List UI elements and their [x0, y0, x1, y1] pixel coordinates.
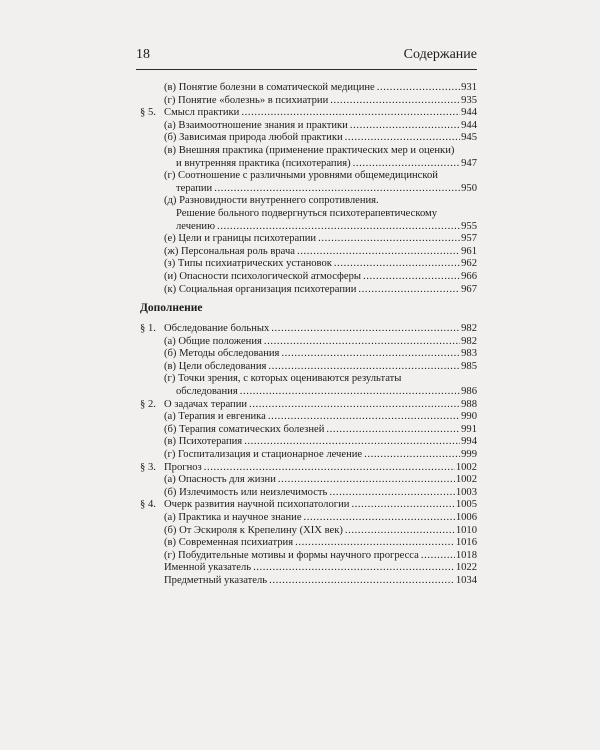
toc-entry-title: Предметный указатель: [164, 574, 268, 586]
dot-leader: [264, 336, 460, 349]
toc-page-number: 982: [461, 323, 477, 334]
toc-entry: [136, 158, 477, 171]
toc-entry-title: (в) Психотерапия: [164, 436, 243, 448]
toc-entry-line: [176, 158, 477, 171]
toc-appendix: [136, 323, 477, 562]
toc-entry-title: (б) Зависимая природа любой практики: [164, 132, 343, 144]
toc-entry-title: (в) Цели обследования: [164, 360, 267, 372]
toc-page-number: 957: [461, 233, 477, 245]
section-number: § 5.: [140, 107, 156, 119]
toc-entry: [136, 512, 477, 525]
toc-entry: [136, 183, 477, 196]
dot-leader: [295, 537, 455, 550]
toc-entry: [136, 424, 477, 437]
toc-entry-title: (б) Излечимость или неизлечимость: [164, 486, 328, 498]
dot-leader: [330, 95, 460, 108]
toc-entry: [136, 399, 477, 412]
toc-entry-line: [164, 145, 477, 158]
dot-leader: [217, 221, 460, 234]
toc-entry-line: [164, 82, 477, 95]
appendix-heading: Дополнение: [140, 302, 203, 314]
dot-leader: [269, 575, 455, 588]
page-number: 18: [136, 47, 150, 62]
dot-leader: [244, 436, 460, 449]
toc-entry-line: [164, 323, 477, 336]
toc-page-number: 990: [461, 411, 477, 423]
toc-entry-line: [164, 348, 477, 361]
toc-page-number: 962: [461, 258, 477, 270]
toc-entry: [136, 195, 477, 208]
toc-entry-line: [164, 361, 477, 374]
dot-leader: [351, 499, 454, 512]
dot-leader: [240, 386, 460, 399]
toc-entry-line: [164, 399, 477, 412]
toc-entry-title: Именной указатель: [164, 562, 252, 573]
toc-entry-line: [164, 120, 477, 133]
dot-leader: [377, 82, 460, 95]
section-number: § 4.: [140, 499, 156, 511]
dot-leader: [345, 132, 460, 145]
toc-entry: [136, 361, 477, 374]
toc-entry: [136, 436, 477, 449]
toc-entry-line: [176, 221, 477, 234]
toc-page-number: 999: [461, 448, 477, 460]
toc-entry-line: [164, 474, 477, 487]
toc-entry-title: и внутренняя практика (психотерапия): [176, 157, 351, 169]
dot-leader: [318, 233, 460, 246]
dot-leader: [304, 512, 455, 525]
toc-entry-title: Обследование больных: [164, 323, 270, 334]
toc-entry-line: [164, 336, 477, 349]
dot-leader: [421, 550, 455, 563]
dot-leader: [214, 183, 460, 196]
toc-entry-line: [164, 449, 477, 462]
toc-entry-title: (а) Практика и научное знание: [164, 511, 302, 523]
toc-entry: [136, 449, 477, 462]
toc-entry-line: [164, 271, 477, 284]
toc-page-number: 1018: [455, 549, 477, 561]
toc-entry-title: Смысл практики: [164, 107, 240, 119]
section-number: § 3.: [140, 461, 156, 473]
toc-page-number: 945: [461, 132, 477, 144]
toc-page-number: 1022: [455, 562, 477, 573]
toc-entry: [136, 95, 477, 108]
toc-entry-title: (г) Госпитализация и стационарное лечение: [164, 448, 363, 460]
toc-entry-line: [164, 107, 477, 120]
toc-entry-line: [164, 525, 477, 538]
toc-entry: [136, 271, 477, 284]
toc-entry: [136, 462, 477, 475]
toc-entry: [136, 474, 477, 487]
dot-leader: [358, 284, 460, 297]
toc-entry-line: [164, 575, 477, 588]
dot-leader: [268, 361, 460, 374]
toc-page-number: 1002: [455, 474, 477, 486]
toc-page-number: 1002: [455, 461, 477, 473]
toc-page-number: 966: [461, 270, 477, 282]
toc-indexes: [136, 562, 477, 587]
dot-leader: [353, 158, 460, 171]
toc-page-number: 1010: [455, 524, 477, 536]
running-title: Содержание: [403, 47, 477, 62]
toc-page-number: 947: [461, 157, 477, 169]
toc-entry-line: [164, 95, 477, 108]
toc-entry-title: лечению: [176, 220, 216, 232]
toc-entry-title: (д) Разновидности внутреннего сопротивления.: [164, 195, 379, 207]
section-number: § 1.: [140, 323, 156, 334]
dot-leader: [204, 462, 455, 475]
toc-entry-line: [164, 195, 477, 208]
toc-entry: [136, 82, 477, 95]
dot-leader: [364, 449, 460, 462]
dot-leader: [329, 487, 454, 500]
toc-entry-line: [164, 411, 477, 424]
dot-leader: [253, 562, 455, 575]
dot-leader: [278, 474, 455, 487]
toc-entry: [136, 221, 477, 234]
toc-entry-line: [176, 386, 477, 399]
toc-entry-title: (б) От Эскироля к Крепелину (XIX век): [164, 524, 343, 536]
toc-entry-line: [164, 233, 477, 246]
toc-page-number: 931: [461, 82, 477, 93]
toc-page-number: 967: [461, 283, 477, 295]
page-header: [136, 47, 477, 70]
toc-entry-title: обследования: [176, 385, 238, 397]
toc-entry: [136, 246, 477, 259]
toc-entry-title: Прогноз: [164, 461, 202, 473]
toc-page-number: 994: [461, 436, 477, 448]
toc-entry: [136, 348, 477, 361]
dot-leader: [345, 525, 455, 538]
toc-entry-title: (б) Методы обследования: [164, 348, 280, 360]
toc-page-number: 1003: [455, 486, 477, 498]
toc-entry: [136, 323, 477, 336]
toc-page-number: 950: [461, 182, 477, 194]
toc-entry-title: О задачах терапии: [164, 398, 248, 410]
toc-entry-title: (и) Опасности психологической атмосферы: [164, 270, 362, 282]
toc-entry: [136, 411, 477, 424]
toc-entry: [136, 258, 477, 271]
toc-entry-line: [176, 208, 477, 221]
toc-part-1: [136, 82, 477, 296]
toc-entry: [136, 525, 477, 538]
toc-entry: [136, 208, 477, 221]
dot-leader: [281, 348, 460, 361]
toc-entry-title: (з) Типы психиатрических установок: [164, 258, 332, 270]
toc-entry: [136, 499, 477, 512]
toc-entry-line: [164, 562, 477, 575]
section-number: § 2.: [140, 398, 156, 410]
toc-entry-title: (г) Соотношение с различными уровнями общемедицинской: [164, 170, 438, 182]
toc-page-number: 1006: [455, 511, 477, 523]
toc-page-number: 1016: [455, 537, 477, 549]
toc-entry-title: (г) Побудительные мотивы и формы научного прогресса: [164, 549, 419, 561]
toc-entry-title: (г) Точки зрения, с которых оцениваются результаты: [164, 373, 402, 385]
toc-entry-title: (а) Взаимоотношение знания и практики: [164, 119, 348, 131]
toc-page-number: 983: [461, 348, 477, 360]
toc-page-number: 991: [461, 423, 477, 435]
toc-entry-title: (ж) Персональная роль врача: [164, 245, 295, 257]
toc-entry-line: [164, 258, 477, 271]
toc-entry-line: [164, 424, 477, 437]
toc-entry: [136, 487, 477, 500]
toc-entry-title: (а) Терапия и евгеника: [164, 411, 266, 423]
toc-entry: [136, 575, 477, 588]
toc-page-number: 944: [461, 107, 477, 119]
toc-entry: [136, 170, 477, 183]
toc-entry: [136, 386, 477, 399]
toc-entry-line: [164, 246, 477, 259]
toc-entry-line: [176, 183, 477, 196]
toc-page-number: 988: [461, 398, 477, 410]
toc-page-number: 955: [461, 220, 477, 232]
toc-entry: [136, 120, 477, 133]
toc-entry-title: Решение больного подвергнуться психотерапевтическому: [176, 207, 438, 219]
toc-entry-title: (а) Опасность для жизни: [164, 474, 276, 486]
toc-entry-title: (е) Цели и границы психотерапии: [164, 233, 317, 245]
dot-leader: [334, 258, 460, 271]
toc-entry-title: (а) Общие положения: [164, 335, 262, 347]
toc-entry-line: [164, 132, 477, 145]
toc-entry-title: терапии: [176, 182, 213, 194]
dot-leader: [271, 323, 460, 336]
toc-page-number: 944: [461, 119, 477, 131]
toc-page-number: 1034: [455, 574, 477, 586]
toc-entry-line: [164, 512, 477, 525]
toc-entry-title: (б) Терапия соматических болезней: [164, 423, 325, 435]
toc-entry: [136, 233, 477, 246]
toc-entry: [136, 562, 477, 575]
toc-entry: [136, 336, 477, 349]
toc-entry-line: [164, 550, 477, 563]
toc-entry-title: (в) Понятие болезни в соматической медицине: [164, 82, 375, 93]
toc-entry-title: Очерк развития научной психопатологии: [164, 499, 350, 511]
toc-entry: [136, 284, 477, 297]
toc-page-number: 985: [461, 360, 477, 372]
toc-entry: [136, 107, 477, 120]
toc-page-number: 961: [461, 245, 477, 257]
dot-leader: [249, 399, 460, 412]
toc-entry-title: (в) Современная психиатрия: [164, 537, 294, 549]
toc-entry: [136, 537, 477, 550]
dot-leader: [297, 246, 460, 259]
toc-page-number: 935: [461, 94, 477, 106]
toc-page-number: 1005: [455, 499, 477, 511]
dot-leader: [326, 424, 460, 437]
dot-leader: [268, 411, 460, 424]
toc-entry-line: [164, 499, 477, 512]
toc-entry-line: [164, 537, 477, 550]
toc-page-number: 986: [461, 385, 477, 397]
toc-entry: [136, 132, 477, 145]
toc-entry-line: [164, 170, 477, 183]
toc-page-number: 982: [461, 335, 477, 347]
toc-entry-line: [164, 487, 477, 500]
toc-entry: [136, 145, 477, 158]
dot-leader: [363, 271, 460, 284]
toc-entry-title: (г) Понятие «болезнь» в психиатрии: [164, 94, 329, 106]
toc-entry-line: [164, 462, 477, 475]
dot-leader: [241, 107, 460, 120]
toc-entry-line: [164, 436, 477, 449]
toc-entry-title: (к) Социальная организация психотерапии: [164, 283, 357, 295]
toc-entry: [136, 373, 477, 386]
dot-leader: [350, 120, 460, 133]
toc-entry: [136, 550, 477, 563]
toc-entry-title: (в) Внешняя практика (применение практических мер и оценки): [164, 144, 455, 156]
toc-entry-line: [164, 284, 477, 297]
toc-entry-line: [164, 373, 477, 386]
